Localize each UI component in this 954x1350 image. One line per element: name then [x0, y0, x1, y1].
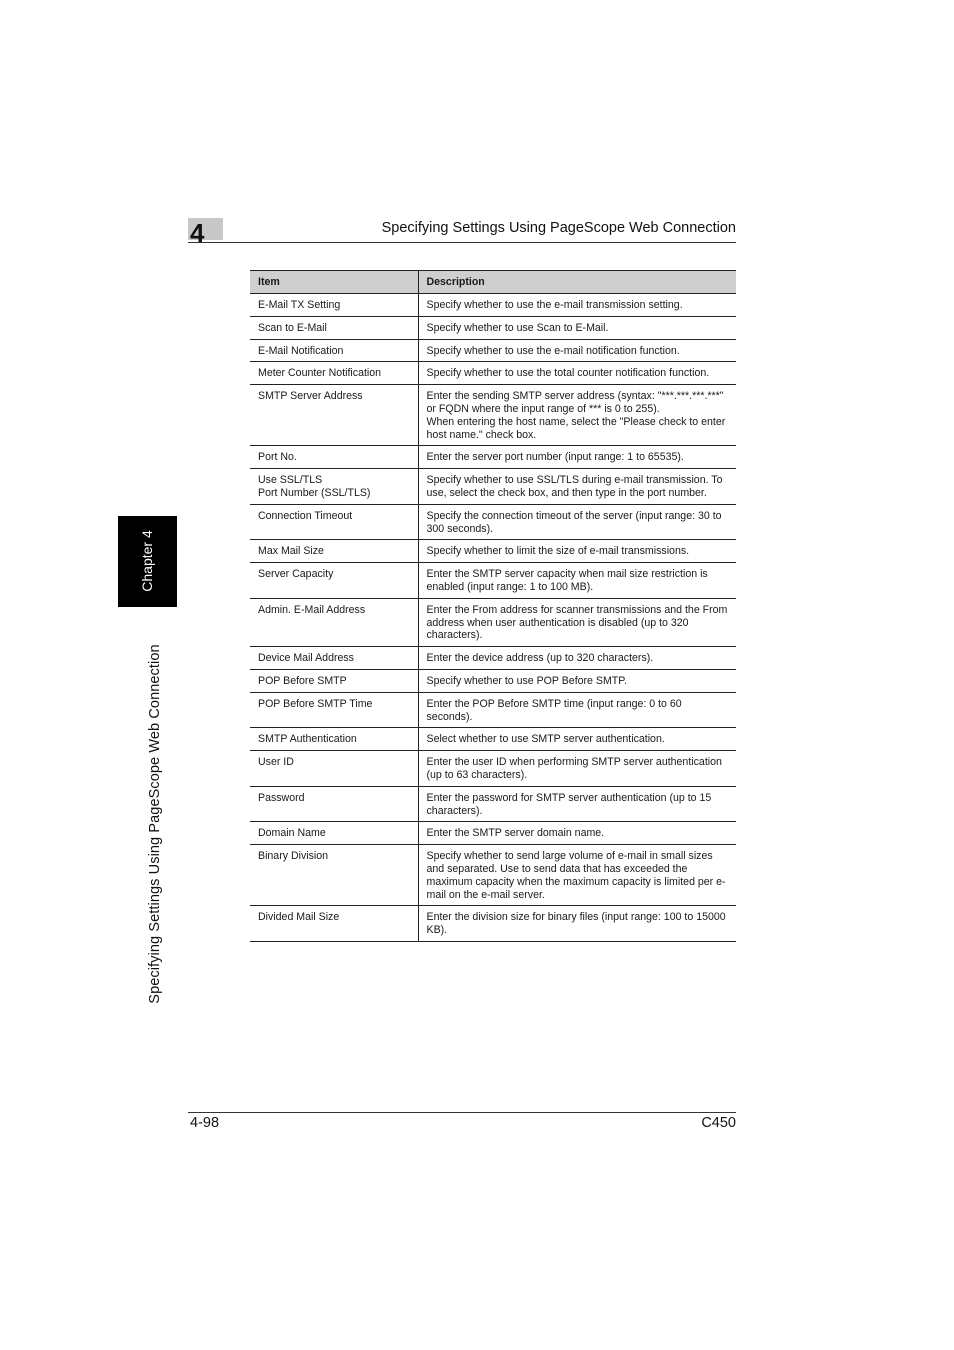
chapter-number: 4: [190, 218, 205, 248]
table-row: [250, 647, 736, 670]
setting-item-name: Meter Counter Notification: [250, 362, 418, 385]
side-section-title: Specifying Settings Using PageScope Web Connection: [147, 644, 163, 1004]
header-divider: [188, 242, 736, 243]
page-number: 4-98: [190, 1115, 220, 1131]
setting-description: Enter the SMTP server capacity when mail size restriction is enabled (input range: 1 to 100 MB).: [418, 563, 736, 599]
setting-item-name: SMTP Server Address: [250, 385, 418, 446]
model-name: C450: [701, 1115, 736, 1131]
settings-table: [250, 270, 736, 942]
setting-item-name: User ID: [250, 751, 418, 787]
setting-description: Enter the POP Before SMTP time (input range: 0 to 60 seconds).: [418, 692, 736, 728]
table-row: [250, 598, 736, 646]
setting-item-name: E-Mail Notification: [250, 339, 418, 362]
setting-description: Enter the sending SMTP server address (syntax: "***.***.***.***" or FQDN where the input range of *** is 0 to 255). When entering the host name, select the "Please check to enter host name." check box.: [418, 385, 736, 446]
setting-item-name: Max Mail Size: [250, 540, 418, 563]
setting-description: Select whether to use SMTP server authentication.: [418, 728, 736, 751]
table-body: [250, 294, 736, 942]
table-row: [250, 786, 736, 822]
setting-item-name: E-Mail TX Setting: [250, 294, 418, 317]
setting-description: Specify whether to limit the size of e-mail transmissions.: [418, 540, 736, 563]
setting-description: Enter the From address for scanner transmissions and the From address when user authentication is disabled (up to 320 characters).: [418, 598, 736, 646]
setting-item-name: Admin. E-Mail Address: [250, 598, 418, 646]
column-header-item: Item: [250, 271, 418, 294]
setting-item-name: SMTP Authentication: [250, 728, 418, 751]
table-row: [250, 906, 736, 942]
table-row: [250, 669, 736, 692]
chapter-side-tab-label: Chapter 4: [139, 530, 155, 592]
setting-item-name: Divided Mail Size: [250, 906, 418, 942]
table-row: [250, 446, 736, 469]
table-row: [250, 385, 736, 446]
setting-description: Specify whether to use the total counter notification function.: [418, 362, 736, 385]
table-row: [250, 540, 736, 563]
setting-description: Enter the password for SMTP server authentication (up to 15 characters).: [418, 786, 736, 822]
setting-description: Enter the user ID when performing SMTP server authentication (up to 63 characters).: [418, 751, 736, 787]
table-row: [250, 504, 736, 540]
setting-description: Specify whether to use the e-mail notification function.: [418, 339, 736, 362]
table-row: [250, 845, 736, 906]
setting-description: Enter the division size for binary files (input range: 100 to 15000 KB).: [418, 906, 736, 942]
footer-divider: [188, 1112, 736, 1113]
setting-description: Specify whether to use SSL/TLS during e-mail transmission. To use, select the check box, and then type in the port number.: [418, 469, 736, 505]
table-row: [250, 469, 736, 505]
table-header-row: [250, 271, 736, 294]
setting-item-name: POP Before SMTP Time: [250, 692, 418, 728]
table-row: [250, 728, 736, 751]
setting-description: Enter the device address (up to 320 characters).: [418, 647, 736, 670]
table-row: [250, 339, 736, 362]
table-row: [250, 316, 736, 339]
setting-item-name: Binary Division: [250, 845, 418, 906]
setting-description: Enter the SMTP server domain name.: [418, 822, 736, 845]
table-row: [250, 822, 736, 845]
setting-item-name: Connection Timeout: [250, 504, 418, 540]
table-row: [250, 563, 736, 599]
table-row: [250, 692, 736, 728]
setting-item-name: Scan to E-Mail: [250, 316, 418, 339]
column-header-description: Description: [418, 271, 736, 294]
table-row: [250, 294, 736, 317]
running-header-title: Specifying Settings Using PageScope Web Connection: [381, 220, 736, 236]
table-row: [250, 362, 736, 385]
setting-description: Specify the connection timeout of the server (input range: 30 to 300 seconds).: [418, 504, 736, 540]
setting-description: Specify whether to use the e-mail transmission setting.: [418, 294, 736, 317]
setting-description: Specify whether to send large volume of e-mail in small sizes and separated. Use to send data that has exceeded the maximum capacity when the maximum capacity is limited per e-mail on the e-mail server.: [418, 845, 736, 906]
setting-item-name: Port No.: [250, 446, 418, 469]
setting-description: Enter the server port number (input range: 1 to 65535).: [418, 446, 736, 469]
setting-description: Specify whether to use Scan to E-Mail.: [418, 316, 736, 339]
setting-item-name: Use SSL/TLS Port Number (SSL/TLS): [250, 469, 418, 505]
setting-item-name: Password: [250, 786, 418, 822]
setting-item-name: Device Mail Address: [250, 647, 418, 670]
setting-item-name: Server Capacity: [250, 563, 418, 599]
setting-description: Specify whether to use POP Before SMTP.: [418, 669, 736, 692]
setting-item-name: Domain Name: [250, 822, 418, 845]
setting-item-name: POP Before SMTP: [250, 669, 418, 692]
table-row: [250, 751, 736, 787]
